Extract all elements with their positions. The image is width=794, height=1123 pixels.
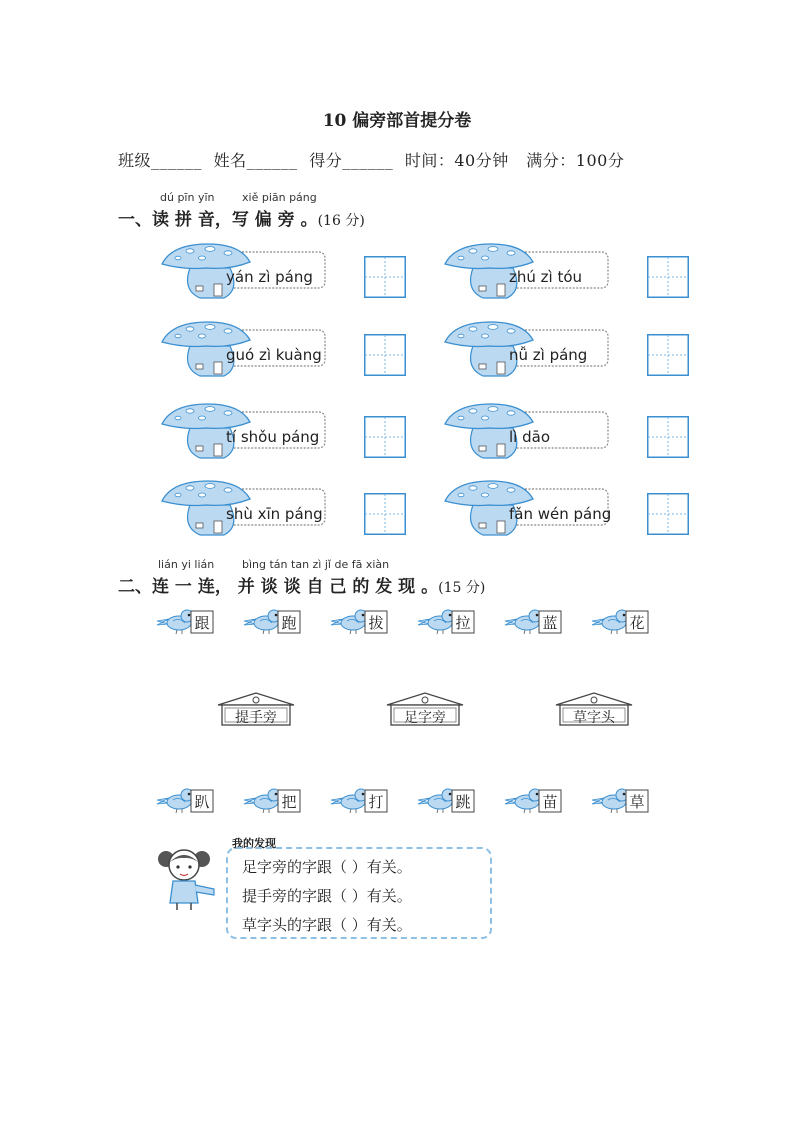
pinyin-label: guó zì kuàng <box>226 346 322 364</box>
char-card[interactable]: 跟 <box>194 614 210 632</box>
section2-pinyin-b: bìng tán tan zì jǐ de fā xiàn <box>242 558 390 571</box>
char-card[interactable]: 把 <box>281 793 297 811</box>
char-card[interactable]: 花 <box>629 614 645 632</box>
page-title: 10 偏旁部首提分卷 <box>322 111 472 131</box>
char-card[interactable]: 苗 <box>542 793 558 811</box>
pinyin-label: yán zì páng <box>226 268 313 286</box>
pinyin-label: nǚ zì páng <box>509 346 588 364</box>
info-line <box>118 148 624 171</box>
category-label[interactable]: 草字头 <box>573 710 615 726</box>
discovery-line[interactable]: 足字旁的字跟（ ）有关。 <box>242 858 412 876</box>
char-card[interactable]: 草 <box>629 793 645 811</box>
writing-grid[interactable] <box>364 416 406 458</box>
girl-icon <box>156 845 220 911</box>
pinyin-label: shù xīn páng <box>226 505 323 523</box>
discovery-line[interactable]: 草字头的字跟（ ）有关。 <box>242 916 412 934</box>
category-label[interactable]: 足字旁 <box>404 710 446 726</box>
writing-grid[interactable] <box>647 416 689 458</box>
pinyin-label: fǎn wén páng <box>509 505 612 523</box>
pinyin-label: zhú zì tóu <box>509 268 583 286</box>
char-card[interactable]: 蓝 <box>542 614 558 632</box>
section2-heading: 二、连 一 连， 并 谈 谈 自 己 的 发 现 。(15 分) <box>118 577 486 597</box>
score-field[interactable]: 得分______ <box>309 151 394 170</box>
char-card[interactable]: 打 <box>368 793 384 811</box>
char-card[interactable]: 跳 <box>455 793 471 811</box>
char-card[interactable]: 拔 <box>368 614 384 632</box>
section1-heading: 一、读 拼 音，写 偏 旁 。(16 分) <box>118 210 365 230</box>
char-card[interactable]: 跑 <box>281 614 297 632</box>
category-label[interactable]: 提手旁 <box>235 710 277 726</box>
section1-pinyin-b: xiě piān páng <box>242 191 317 204</box>
discovery-line[interactable]: 提手旁的字跟（ ）有关。 <box>242 887 412 905</box>
char-card[interactable]: 趴 <box>194 793 210 811</box>
pinyin-label: lì dāo <box>509 428 550 446</box>
writing-grid[interactable] <box>364 256 406 298</box>
section2-pinyin-a: lián yi lián <box>158 558 215 571</box>
writing-grid[interactable] <box>364 334 406 376</box>
writing-grid[interactable] <box>647 256 689 298</box>
discovery-label: 我的发现 <box>232 837 276 850</box>
writing-grid[interactable] <box>647 493 689 535</box>
section1-pinyin-a: dú pīn yīn <box>160 191 215 204</box>
time-label: 时间：40分钟 <box>404 151 509 170</box>
full-score-label: 满分：100分 <box>526 151 625 170</box>
writing-grid[interactable] <box>364 493 406 535</box>
writing-grid[interactable] <box>647 334 689 376</box>
class-field[interactable]: 班级______ <box>118 151 203 170</box>
name-field[interactable]: 姓名______ <box>213 151 298 170</box>
char-card[interactable]: 拉 <box>455 614 471 632</box>
pinyin-label: tí shǒu páng <box>226 428 320 446</box>
